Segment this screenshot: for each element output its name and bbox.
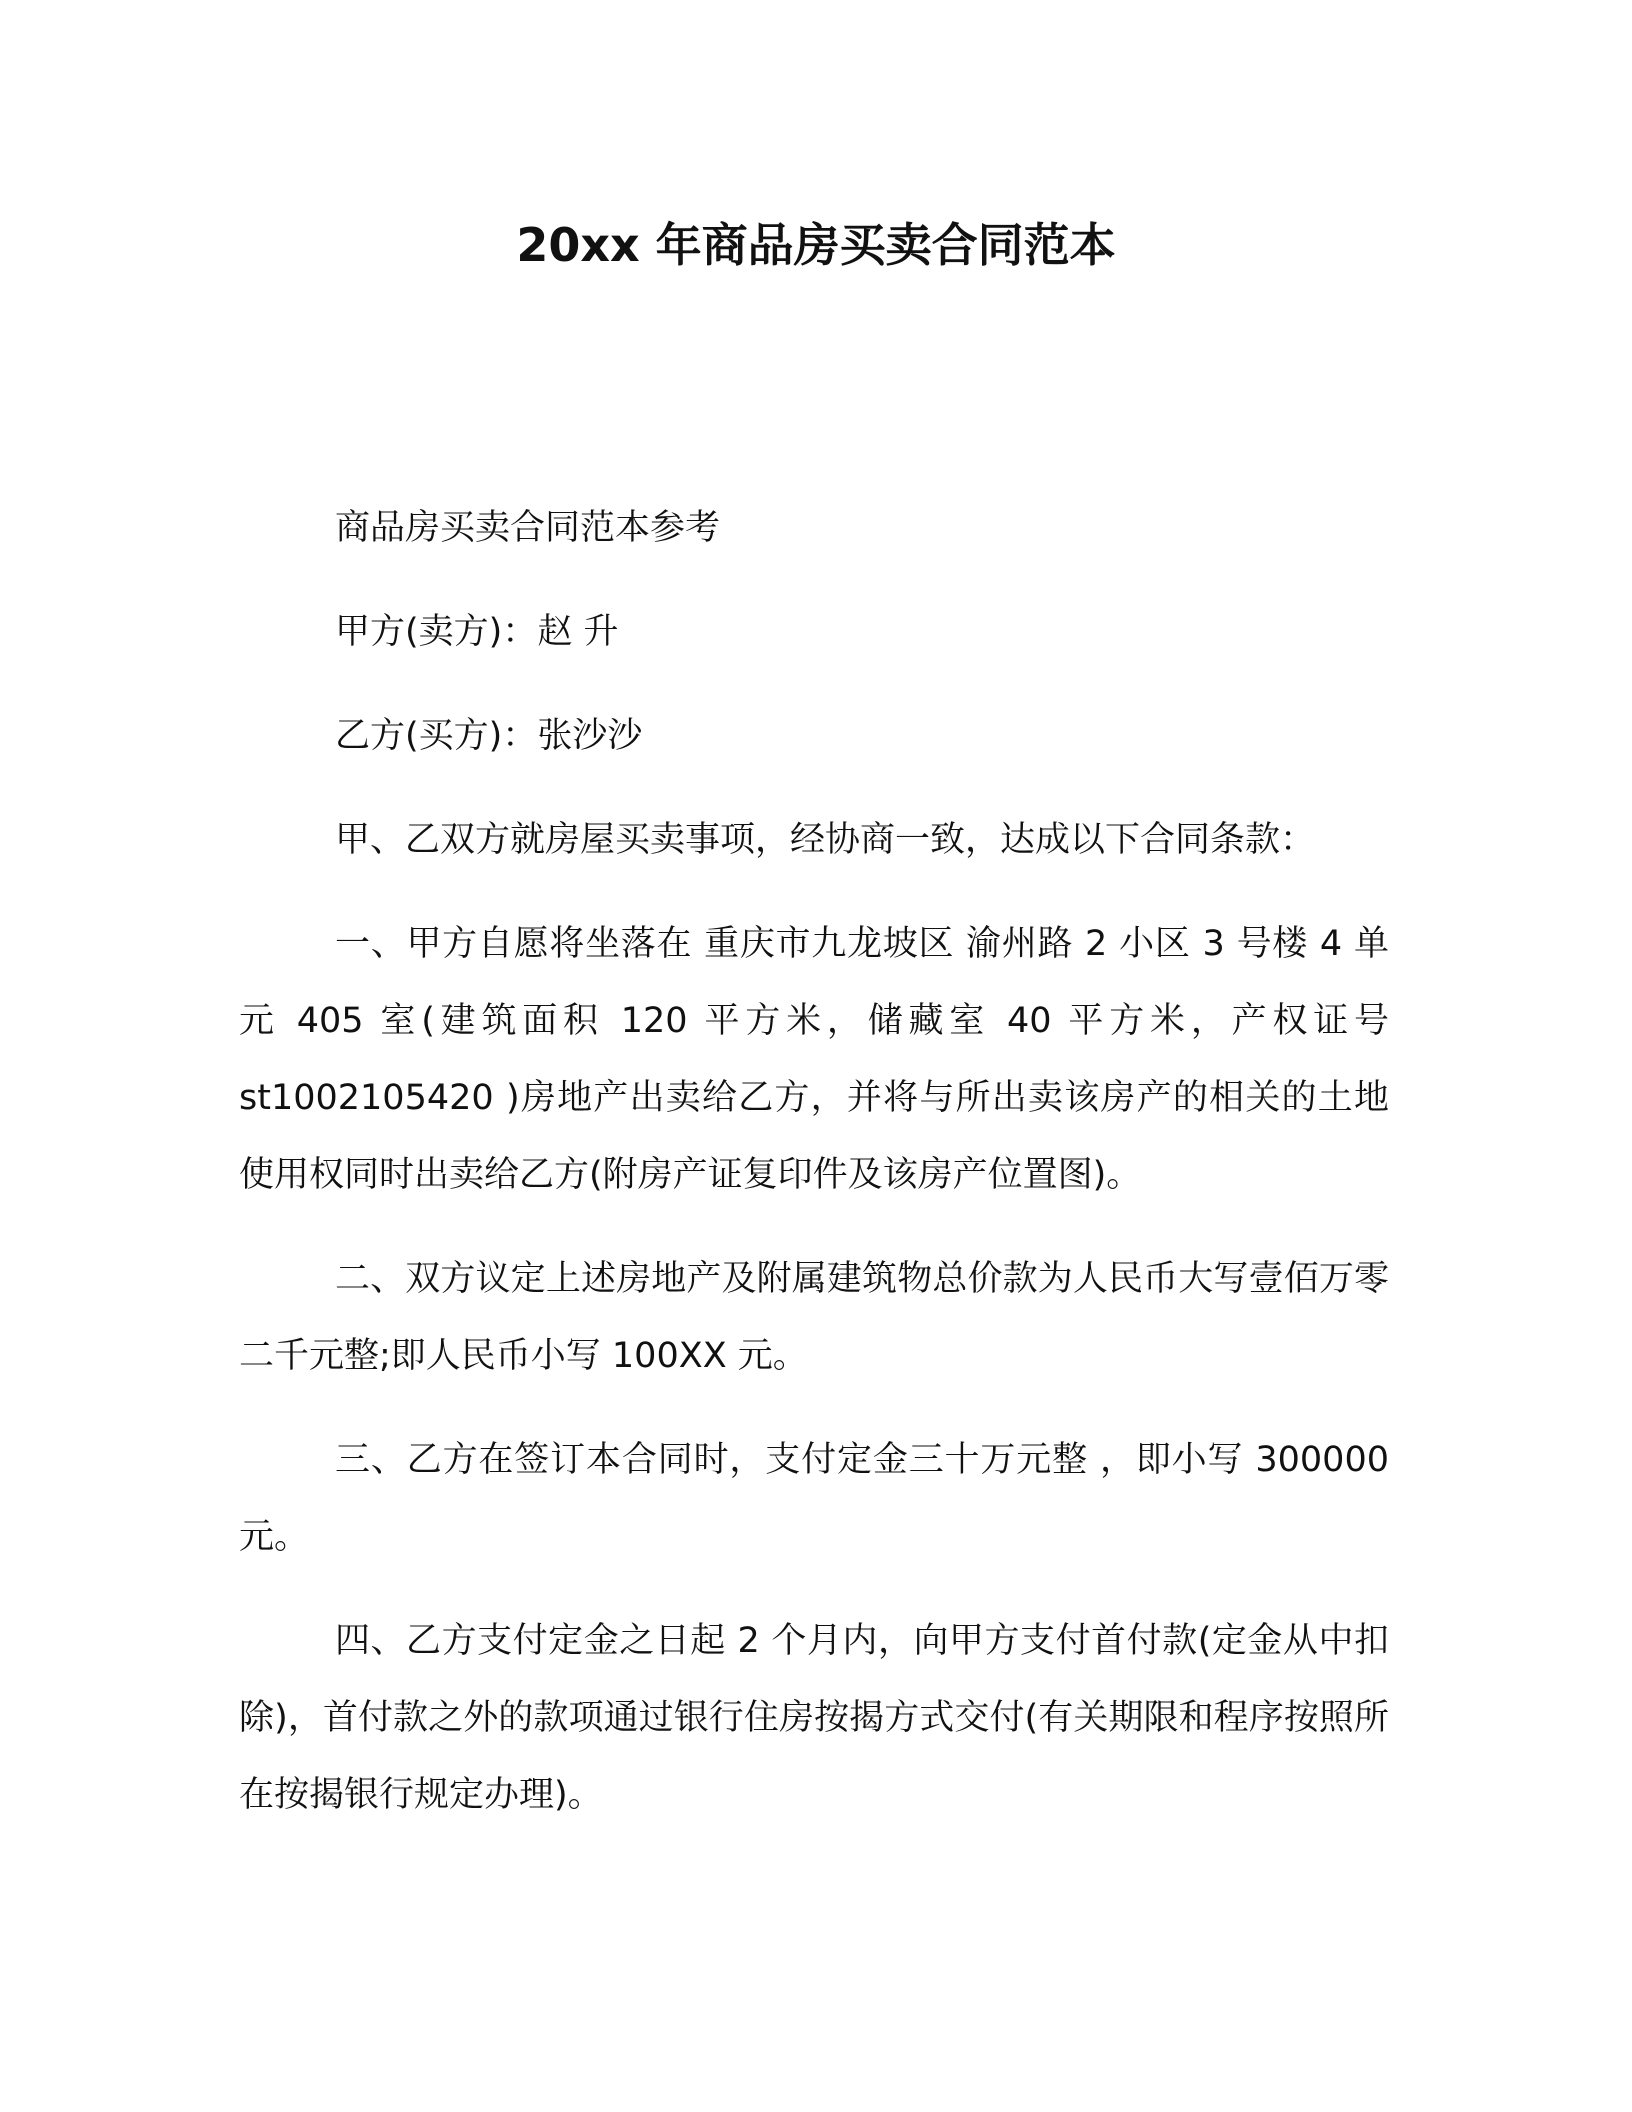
party-a-line [239,594,1389,671]
party-b-name: 张沙沙 [537,716,643,756]
subtitle: 商品房买卖合同范本参考 [335,508,721,548]
party-a-label: 甲方(卖方)： [335,612,538,652]
clause-1: 一、甲方自愿将坐落在 重庆市九龙坡区 渝州路 2 小区 3 号楼 4 单元 405 室(建筑面积 120 平方米，储藏室 40 平方米，产权证号 st1002105420 )房地产出卖给乙方，并将与所出卖该房产的相关的土地使用权同时出卖给乙方(附房产证复印件及该房产位置图)。 [239,924,1389,1195]
clause-4: 四、乙方支付定金之日起 2 个月内，向甲方支付首付款(定金从中扣除)，首付款之外的款项通过银行住房按揭方式交付(有关期限和程序按照所在按揭银行规定办理)。 [239,1621,1389,1815]
party-b-label: 乙方(买方)： [335,716,538,756]
party-b-line [239,698,1389,775]
clause-3: 三、乙方在签订本合同时，支付定金三十万元整 ，即小写 300000 元。 [239,1440,1389,1557]
party-a-name: 赵 升 [537,612,619,652]
document-title: 20xx 年商品房买卖合同范本 [516,218,1116,272]
clause-2: 二、双方议定上述房地产及附属建筑物总价款为人民币大写壹佰万零二千元整;即人民币小写 100XX 元。 [239,1259,1389,1376]
document-body [239,490,1389,1861]
intro-paragraph: 甲、乙双方就房屋买卖事项，经协商一致，达成以下合同条款： [335,820,1316,860]
